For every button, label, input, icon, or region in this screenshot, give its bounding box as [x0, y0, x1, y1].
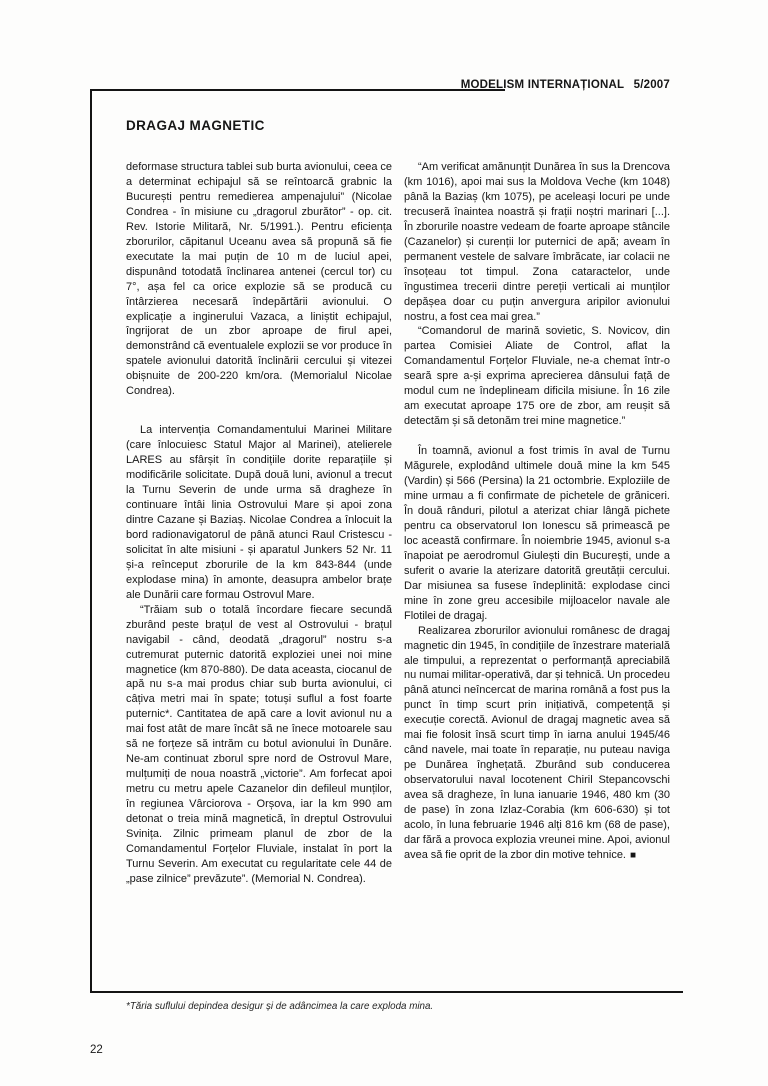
left-border-rule — [90, 89, 92, 993]
paragraph: “Comandorul de marină sovietic, S. Novicov, din partea Comisiei Aliate de Control, aflat la Comandamentul Forțelor Fluviale, ne-a chemat într-o seară spre a-și exprima aprecierea dânsului față de modul cum ne îndeplineam dificila misiune. În 16 zile am executat aproape 175 ore de zbor, am reușit să detectăm și să detonăm trei mine magnetice.” — [404, 325, 670, 428]
journal-header — [461, 79, 670, 91]
paragraph: deformase structura tablei sub burta avionului, ceea ce a determinat echipajul să se reîntoarcă grabnic la București pentru remedierea ampenajului” (Nicolae Condrea - în misiune cu „dragorul zburător” - op. cit. Rev. Istorie Militară, Nr. 5/1991.). Pentru eficiența zborurilor, căpitanul Uceanu avea să propună să fie executate la mai puțin de 10 m de luciul apei, dispunând totodată înclinarea antenei (cercul tor) cu 7°, așa fel ca orice explozie să se producă cu întârzierea necesară îndepărtării avionului. O explicație a inginerului Vazaca, a liniștit echipajul, îngrijorat de un zbor aproape de firul apei, demonstrând că eventualele explozii se vor produce în spatele avionului datorită înclinării cercului și vitezei obișnuite de 200-220 km/ora. (Memorialul Nicolae Condrea). — [126, 161, 392, 398]
journal-name: MODELISM INTERNAȚIONAL — [460, 79, 625, 91]
paragraph: “Am verificat amănunțit Dunărea în sus la Drencova (km 1016), apoi mai sus la Moldova Veche (km 1048) până la Baziaș (km 1075), pe aceleași locuri pe unde trecuseră înaintea noastră și frații noștri marinari [...]. În zborurile noastre vedeam de foarte aproape stâncile (Cazanelor) și curenții lor puternici de apă; aveam în permanent vestele de salvare îmbrăcate, iar colacii ne însoțeau tot timpul. Zona cataractelor, unde îngustimea trecerii dintre pereții verticali ai munților depășea doar cu puțin anvergura aripilor avionului nostru, a fost cea mai grea.” — [404, 161, 670, 323]
journal-issue-number: 5/2007 — [633, 79, 670, 91]
footnote: *Tăria suflului depindea desigur și de adâncimea la care exploda mina. — [126, 1001, 434, 1012]
article-title: DRAGAJ MAGNETIC — [126, 118, 265, 133]
paragraph: La intervenția Comandamentului Marinei Militare (care înlocuiesc Statul Major al Marinei), atelierele LARES au sfârșit în condițiile dorite reparațiile și modificările solicitate. După două luni, avionul a trecut la Turnu Severin de unde urma să dragheze în continuare întâi linia Ostrovului Mare și apoi zona dintre Cazane și Baziaș. Nicolae Condrea a înlocuit la bord radionavigatorul de până atunci Raul Cristescu - solicitat în alte misiuni - și aparatul Junkers 52 Nr. 11 și-a reînceput zborurile de la km 843-844 (unde explodase mina) în amonte, deasupra ambelor brațe ale Dunării care formau Ostrovul Mare. — [126, 424, 392, 601]
paragraph-text: Realizarea zborurilor avionului românesc de dragaj magnetic din 1945, în condițiile de înzestrare materială ale timpului, a reprezentat o performanță apreciabilă nu numai militar-operativă, dar și tehnică. Un procedeu până atunci neîncercat de marina română a fost pus la punct în timp scurt prin inițiativă, competență și execuție corectă. Avionul de dragaj magnetic avea să mai fie folosit însă scurt timp în iarna anului 1945/46 când navele, mai toate în reparație, nu puteau naviga pe Dunărea înghețată. Zburând sub conducerea observatorului naval locotenent Chiril Stepancovschi avea să dragheze, în luna ianuarie 1946, 480 km (30 de pase) în zona Izlaz-Corabia (km 606-630) și tot acolo, în luna februarie 1946 alți 816 km (68 de pase), dar fără a provoca explozia vreunei mine. Apoi, avionul avea să fie oprit de la zbor din motive tehnice. — [404, 624, 670, 861]
paragraph: În toamnă, avionul a fost trimis în aval de Turnu Măgurele, explodând ultimele două mine la km 545 (Vardin) și 566 (Persina) la 21 octombrie. Exploziile de mine urmau a fi confirmate de pichetele de grăniceri. În două rânduri, pilotul a aterizat chiar lângă pichete pentru ca observatorul Ion Ionescu să primească pe loc această confirmare. În noiembrie 1945, avionul s-a înapoiat pe aerodromul Giulești din București, unde a suferit o avarie la aterizare datorită greutății cercului. Dar misiunea sa fusese îndeplinită: explodase cinci mine în zone greu accesibile mijloacelor navale ale Flotilei de dragaj. — [404, 445, 670, 622]
bottom-border-rule — [90, 991, 683, 993]
paragraph: “Trăiam sub o totală încordare fiecare secundă zburând peste brațul de vest al Ostrovului - brațul navigabil - când, deodată „dragorul” nostru s-a cutremurat puternic datorită exploziei unei noi mine magnetice (km 870-880). De data aceasta, ciocanul de apă nu s-a mai produs chiar sub burta avionului, ci câțiva metri mai în spate; totuși suflul a fost foarte puternic*. Cantitatea de apă care a lovit avionul nu a mai fost atât de mare încât să ne înece motoarele sau să ne forțeze să intrăm cu botul avionului în Dunăre. Ne-am continuat zborul spre nord de Ostrovul Mare, mulțumiți de noua noastră „victorie”. Am forfecat apoi metru cu metru apele Cazanelor din defileul munților, în regiunea Vârciorova - Orșova, iar la km 990 am detonat o treia mină magnetică, în dreptul Ostrovului Svinița. Zilnic primeam planul de zbor de la Comandamentul Forțelor Fluviale, instalat în port la Turnu Severin. Am executat cu regularitate cele 44 de „pase zilnice” prevăzute”. (Memorial N. Condrea). — [126, 603, 392, 885]
end-of-article-marker: ■ — [630, 849, 637, 861]
page-number: 22 — [90, 1044, 103, 1056]
article-body — [126, 160, 670, 887]
right-column — [404, 160, 670, 887]
paragraph — [404, 624, 670, 863]
left-column — [126, 160, 392, 887]
header-rule — [90, 89, 505, 91]
